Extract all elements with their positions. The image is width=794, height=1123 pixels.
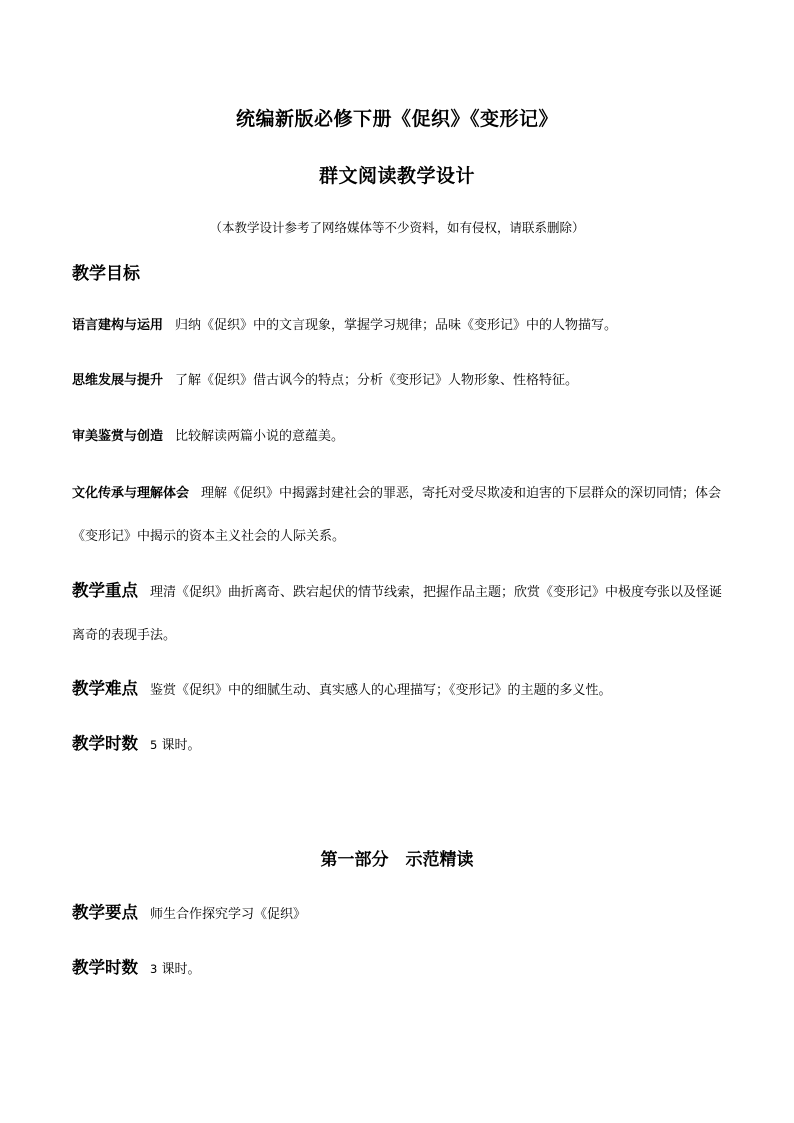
teaching-hours	[72, 722, 732, 767]
objective-text: 理解《促织》中揭露封建社会的罪恶，寄托对受尽欺凌和迫害的下层群众的深切同情；体会《变形记》中揭示的资本主义社会的人际关系。	[72, 486, 722, 544]
difficulties	[72, 667, 732, 712]
document-title: 统编新版必修下册《促织》《变形记》	[235, 108, 558, 130]
objective-label: 文化传承与理解体会	[72, 486, 190, 501]
teaching-hours-value: 5	[150, 738, 158, 752]
objective-item	[72, 472, 732, 558]
key-points-label: 教学重点	[72, 581, 138, 600]
copyright-note: （本教学设计参考了网络媒体等不少资料，如有侵权，请联系删除）	[209, 220, 585, 235]
objective-label: 思维发展与提升	[72, 373, 164, 388]
objective-item	[72, 304, 732, 347]
key-points	[72, 569, 732, 657]
objective-text: 归纳《促织》中的文言现象，掌握学习规律；品味《变形记》中的人物描写。	[175, 318, 618, 333]
part-one-hours-unit: 课时。	[161, 962, 201, 977]
teaching-hours-label: 教学时数	[72, 734, 138, 753]
document-subtitle: 群文阅读教学设计	[318, 165, 475, 187]
part-one-points-label: 教学要点	[72, 903, 138, 922]
difficulties-text: 鉴赏《促织》中的细腻生动、真实感人的心理描写；《变形记》的主题的多义性。	[150, 683, 612, 698]
part-one-hours-label: 教学时数	[72, 958, 138, 977]
objective-item	[72, 415, 732, 458]
teaching-hours-unit: 课时。	[161, 738, 201, 753]
objective-text: 比较解读两篇小说的意蕴美。	[175, 429, 345, 444]
part-one-points-text: 师生合作探究学习《促织》	[150, 907, 307, 922]
part-one-points	[72, 891, 732, 936]
objective-item	[72, 359, 732, 402]
objective-text: 了解《促织》借古讽今的特点；分析《变形记》人物形象、性格特征。	[175, 373, 579, 388]
objectives-heading: 教学目标	[72, 264, 140, 284]
objective-label: 审美鉴赏与创造	[72, 429, 164, 444]
objective-label: 语言建构与运用	[72, 318, 164, 333]
part-one-hours	[72, 946, 732, 991]
difficulties-label: 教学难点	[72, 679, 138, 698]
part-one-hours-value: 3	[150, 962, 158, 976]
key-points-text: 理清《促织》曲折离奇、跌宕起伏的情节线索，把握作品主题；欣赏《变形记》中极度夸张以及怪诞离奇的表现手法。	[72, 585, 723, 643]
part-one-title: 第一部分 示范精读	[320, 850, 474, 870]
